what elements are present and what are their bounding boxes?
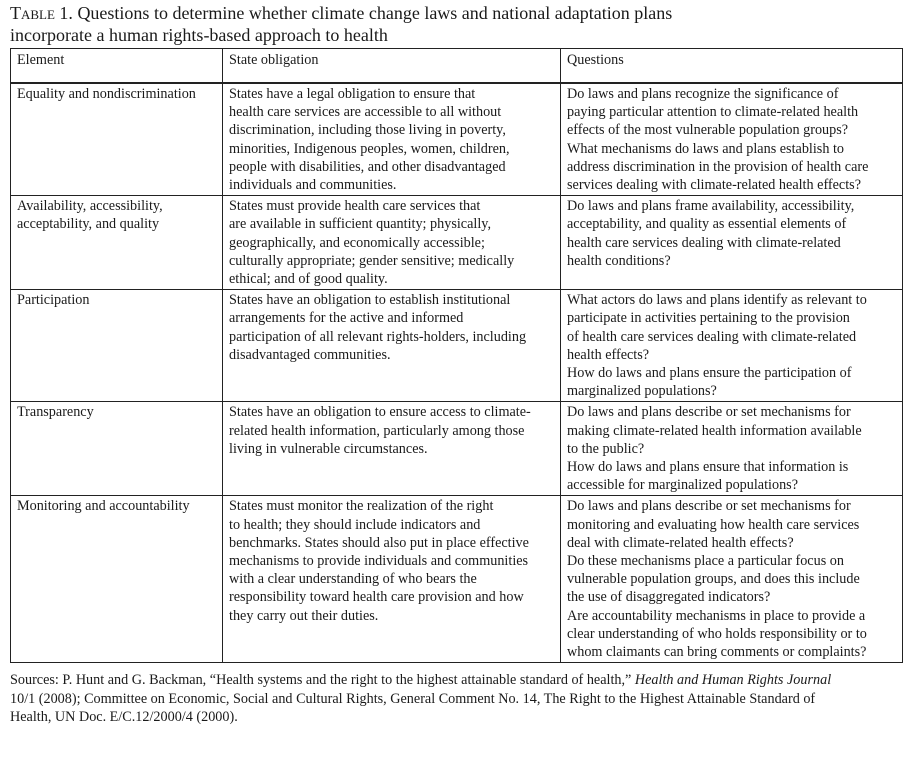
cell-text-line: States have an obligation to establish institutional (229, 292, 511, 309)
header-element: Element (11, 49, 223, 84)
cell-text-line: living in vulnerable circumstances. (229, 440, 428, 457)
cell-text-line: ethical; and of good quality. (229, 271, 388, 288)
cell-text-line: responsibility toward health care provision and how (229, 589, 524, 606)
cell-text-line: to health; they should include indicators and (229, 516, 481, 533)
table-caption (10, 0, 913, 48)
cell-element (11, 290, 223, 402)
cell-text-line: individuals and communities. (229, 177, 397, 194)
cell-element (11, 496, 223, 663)
sources-journal: Health and Human Rights Journal (634, 672, 832, 689)
cell-text-line: participation of all relevant rights-holders, including (229, 328, 527, 345)
cell-text-line: discrimination, including those living in poverty, (229, 122, 506, 139)
rights-table (10, 48, 903, 663)
cell-text-line: Availability, accessibility, (17, 198, 163, 215)
table-row (11, 196, 903, 290)
cell-text-line: Participation (17, 292, 90, 309)
cell-text-line: with a clear understanding of who bears the (229, 571, 477, 588)
cell-state-obligation (223, 402, 561, 496)
table-sources (10, 663, 910, 726)
cell-text-line: States have a legal obligation to ensure that (229, 86, 476, 102)
table-row (11, 290, 903, 402)
cell-text-line: deal with climate-related health effects? (567, 534, 794, 551)
cell-text-line: disadvantaged communities. (229, 346, 391, 363)
cell-text-line: health care services are accessible to all without (229, 104, 502, 121)
cell-state-obligation (223, 496, 561, 663)
table-row (11, 83, 903, 196)
cell-text-line: address discrimination in the provision of health care (567, 158, 869, 175)
cell-text-line: people with disabilities, and other disadvantaged (229, 158, 506, 175)
cell-text-line: accessible for marginalized populations? (567, 477, 798, 494)
cell-text-line: benchmarks. States should also put in place effective (229, 534, 529, 551)
cell-text-line: States have an obligation to ensure access to climate- (229, 404, 531, 421)
cell-text-line: of health care services dealing with climate-related (567, 328, 857, 345)
cell-text-line: participate in activities pertaining to the provision (567, 310, 850, 327)
cell-text-line: States must provide health care services that (229, 198, 481, 215)
cell-text-line: whom claimants can bring comments or complaints? (567, 644, 867, 661)
cell-state-obligation (223, 83, 561, 196)
cell-element (11, 402, 223, 496)
table-label: Table 1. (10, 3, 73, 23)
cell-text-line: arrangements for the active and informed (229, 310, 464, 327)
cell-state-obligation (223, 196, 561, 290)
cell-text-line: marginalized populations? (567, 383, 717, 400)
cell-text-line: Do laws and plans frame availability, accessibility, (567, 198, 855, 215)
cell-element (11, 83, 223, 196)
header-questions: Questions (561, 49, 903, 84)
cell-text-line: What mechanisms do laws and plans establish to (567, 140, 844, 157)
cell-text-line: Do laws and plans describe or set mechanisms for (567, 498, 851, 515)
cell-text-line: paying particular attention to climate-related health (567, 104, 859, 121)
cell-text-line: acceptability, and quality as essential elements of (567, 216, 847, 233)
cell-text-line: How do laws and plans ensure the participation of (567, 365, 852, 382)
cell-text-line: Do laws and plans recognize the significance of (567, 86, 839, 102)
cell-text-line: Do these mechanisms place a particular focus on (567, 553, 844, 570)
cell-text-line: clear understanding of who holds responsibility or to (567, 625, 867, 642)
cell-text-line: they carry out their duties. (229, 607, 379, 624)
cell-text-line: States must monitor the realization of the right (229, 498, 494, 515)
cell-text-line: to the public? (567, 440, 645, 457)
cell-element (11, 196, 223, 290)
cell-text-line: health care services dealing with climate-related (567, 234, 841, 251)
table-body (11, 83, 903, 663)
cell-text-line: How do laws and plans ensure that information is (567, 459, 849, 476)
cell-text-line: the use of disaggregated indicators? (567, 589, 771, 606)
cell-text-line: minorities, Indigenous peoples, women, children, (229, 140, 510, 157)
cell-text-line: culturally appropriate; gender sensitive; medically (229, 252, 515, 269)
cell-questions (561, 496, 903, 663)
cell-text-line: acceptability, and quality (17, 216, 160, 233)
header-state-obligation: State obligation (223, 49, 561, 84)
cell-text-line: geographically, and economically accessible; (229, 234, 485, 251)
sources-line3: Health, UN Doc. E/C.12/2000/4 (2000). (10, 709, 238, 726)
cell-text-line: services dealing with climate-related health effects? (567, 177, 861, 194)
sources-line2: 10/1 (2008); Committee on Economic, Social and Cultural Rights, General Comment No. 14, The Right to the Highest Attainable Standard of (10, 690, 816, 707)
cell-text-line: health conditions? (567, 252, 671, 269)
table-header-row (11, 49, 903, 84)
table-row (11, 402, 903, 496)
cell-text-line: are available in sufficient quantity; physically, (229, 216, 491, 233)
cell-text-line: What actors do laws and plans identify as relevant to (567, 292, 867, 309)
cell-text-line: monitoring and evaluating how health care services (567, 516, 860, 533)
sources-prefix: Sources: P. Hunt and G. Backman, “Health systems and the right to the highest attainable standard of health,” (10, 672, 632, 689)
cell-text-line: related health information, particularly among those (229, 422, 525, 439)
cell-text-line: Transparency (17, 404, 94, 421)
cell-text-line: Monitoring and accountability (17, 498, 190, 515)
cell-text-line: health effects? (567, 346, 650, 363)
cell-text-line: Are accountability mechanisms in place to provide a (567, 607, 866, 624)
cell-state-obligation (223, 290, 561, 402)
cell-questions (561, 196, 903, 290)
cell-text-line: Equality and nondiscrimination (17, 86, 196, 102)
cell-text-line: Do laws and plans describe or set mechanisms for (567, 404, 851, 421)
cell-questions (561, 402, 903, 496)
cell-text-line: making climate-related health information available (567, 422, 862, 439)
cell-text-line: mechanisms to provide individuals and communities (229, 553, 529, 570)
caption-text-line2: incorporate a human rights-based approach to health (10, 25, 388, 45)
cell-questions (561, 83, 903, 196)
cell-text-line: effects of the most vulnerable population groups? (567, 122, 849, 139)
cell-questions (561, 290, 903, 402)
table-row (11, 496, 903, 663)
caption-text-line1: Questions to determine whether climate change laws and national adaptation plans (77, 3, 673, 23)
cell-text-line: vulnerable population groups, and does this include (567, 571, 860, 588)
